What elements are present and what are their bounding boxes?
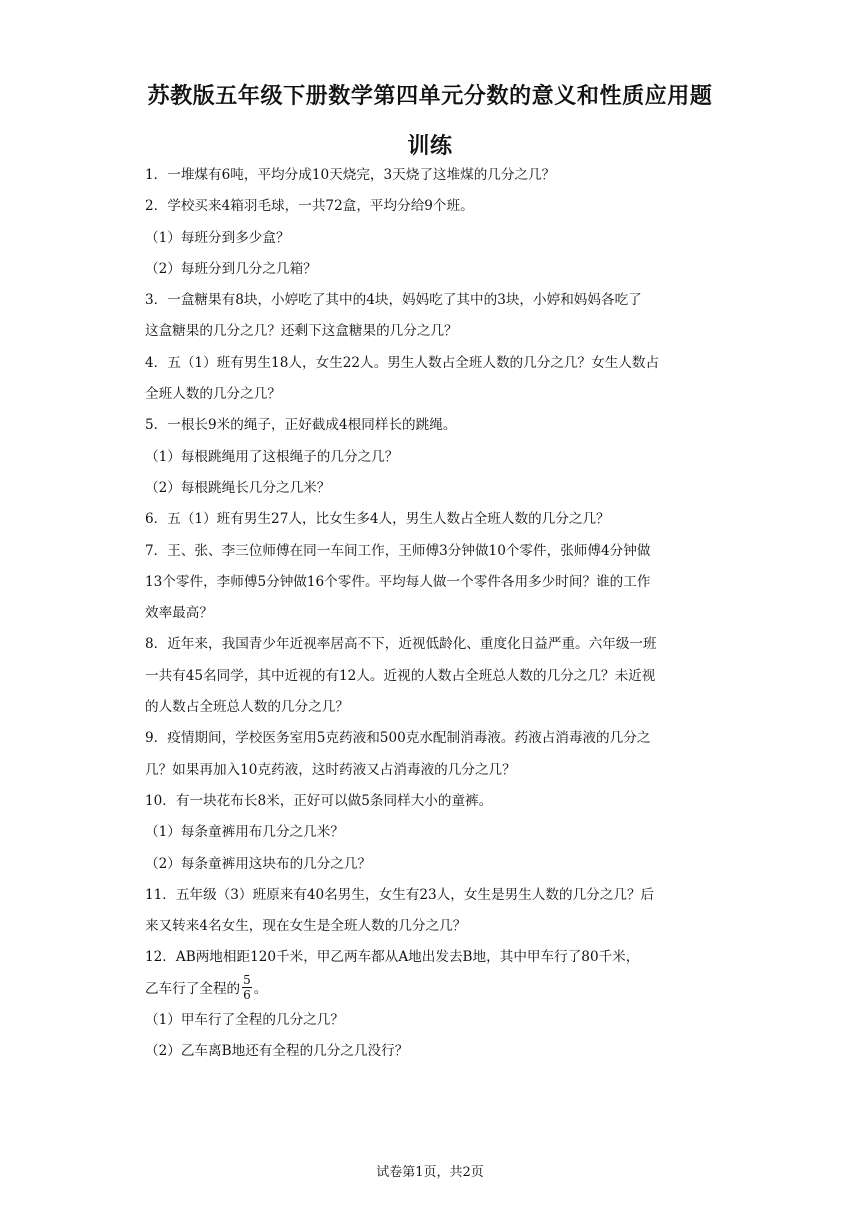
question-line: 6．五（1）班有男生27人，比女生多4人，男生人数占全班人数的几分之几？ xyxy=(145,511,610,528)
question-line: 8．近年来，我国青少年近视率居高不下，近视低龄化、重度化日益严重。六年级一班 xyxy=(145,636,657,653)
question-line: 的人数占全班总人数的几分之几？ xyxy=(145,699,349,716)
q12-suffix: 。 xyxy=(253,980,268,997)
question-line: 4．五（1）班有男生18人，女生22人。男生人数占全班人数的几分之几？女生人数占 xyxy=(145,354,660,371)
fraction-numerator: 5 xyxy=(243,972,251,987)
question-line: （2）每班分到几分之几箱？ xyxy=(145,260,317,277)
question-line: 7．王、张、李三位师傅在同一车间工作，王师傅3分钟做10个零件，张师傅4分钟做 xyxy=(145,542,651,559)
question-line: 效率最高？ xyxy=(145,605,213,622)
question-line: 2．学校买来4箱羽毛球，一共72盒，平均分给9个班。 xyxy=(145,198,474,215)
q12-prefix: 乙车行了全程的 xyxy=(145,980,241,997)
question-line: 10．有一块花布长8米，正好可以做5条同样大小的童裤。 xyxy=(145,792,493,809)
question-12-line-2 xyxy=(145,974,720,1005)
page-title: 苏教版五年级下册数学第四单元分数的意义和性质应用题训练 xyxy=(147,84,713,159)
question-line: 11．五年级（3）班原来有40名男生，女生有23人，女生是男生人数的几分之几？后 xyxy=(145,886,655,903)
question-line: 3．一盒糖果有8块，小婷吃了其中的4块，妈妈吃了其中的3块，小婷和妈妈各吃了 xyxy=(145,292,642,309)
question-line: 13个零件，李师傅5分钟做16个零件。平均每人做一个零件各用多少时间？谁的工作 xyxy=(145,573,651,590)
question-line: （1）甲车行了全程的几分之几？ xyxy=(145,1012,344,1029)
question-line: （2）乙车离B地还有全程的几分之几没行？ xyxy=(145,1043,409,1060)
question-line: 一共有45名同学，其中近视的有12人。近视的人数占全班总人数的几分之几？未近视 xyxy=(145,667,656,684)
question-line: 12．AB两地相距120千米，甲乙两车都从A地出发去B地，其中甲车行了80千米， xyxy=(145,949,640,966)
question-line: 1．一堆煤有6吨，平均分成10天烧完，3天烧了这堆煤的几分之几？ xyxy=(145,167,556,183)
question-line: 全班人数的几分之几？ xyxy=(145,386,281,403)
question-line: （2）每根跳绳长几分之几米？ xyxy=(145,479,331,496)
question-line: （1）每根跳绳用了这根绳子的几分之几？ xyxy=(145,448,399,465)
question-line: 来又转来4名女生，现在女生是全班人数的几分之几？ xyxy=(145,918,467,935)
page-footer: 试卷第1页，共2页 xyxy=(376,1165,484,1180)
fraction xyxy=(242,973,252,1002)
question-line: 9．疫情期间，学校医务室用5克药液和500克水配制消毒液。药液占消毒液的几分之 xyxy=(145,730,651,747)
question-line: （1）每班分到多少盒？ xyxy=(145,229,290,246)
question-line: （2）每条童裤用这块布的几分之几？ xyxy=(145,855,372,872)
question-line: 5．一根长9米的绳子，正好截成4根同样长的跳绳。 xyxy=(145,417,457,434)
fraction-denominator: 6 xyxy=(243,987,251,1002)
question-line: 几？如果再加入10克药液，这时药液又占消毒液的几分之几？ xyxy=(145,761,516,778)
question-line: 这盒糖果的几分之几？还剩下这盒糖果的几分之几？ xyxy=(145,323,458,340)
question-line: （1）每条童裤用布几分之几米？ xyxy=(145,824,344,841)
question-list xyxy=(145,160,720,1068)
